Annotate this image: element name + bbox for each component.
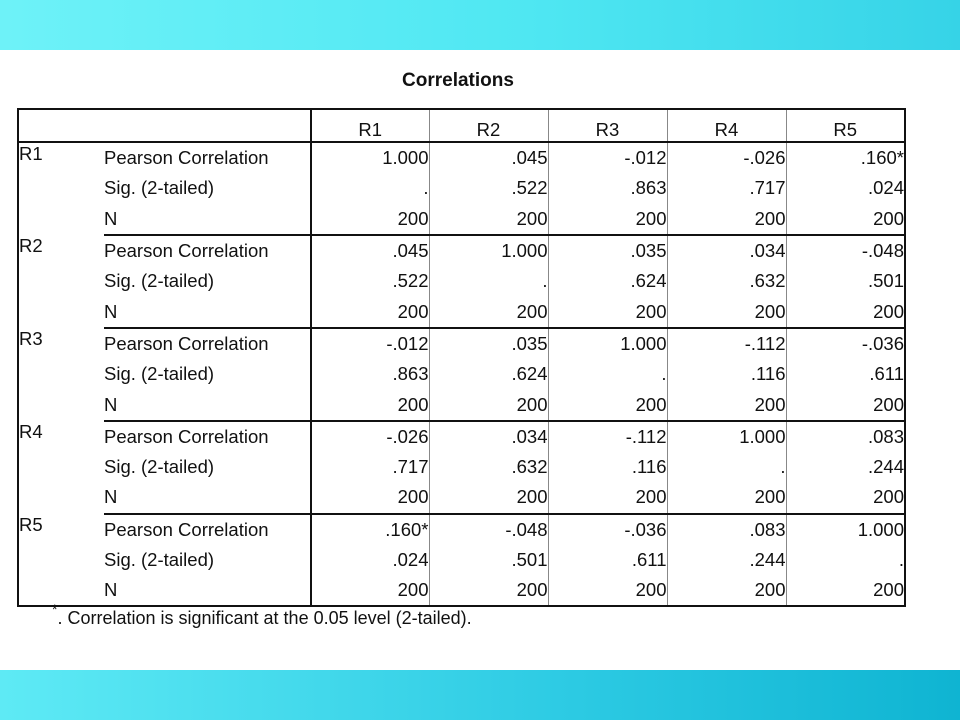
footnote <box>52 601 472 629</box>
table-cell: 200 <box>311 575 429 606</box>
statistic-label: Pearson Correlation <box>104 240 269 262</box>
table-cell: 200 <box>429 204 548 235</box>
table-cell: 200 <box>311 296 429 327</box>
table-cell: 200 <box>667 389 786 420</box>
column-header: R4 <box>667 109 786 142</box>
table-cell: .522 <box>429 173 548 203</box>
table-cell: 200 <box>429 389 548 420</box>
table-cell: 200 <box>311 482 429 513</box>
table-cell: 1.000 <box>548 328 667 359</box>
table-cell: .045 <box>311 235 429 266</box>
table-cell: 200 <box>667 482 786 513</box>
table-cell: 200 <box>311 204 429 235</box>
table-row <box>18 389 905 420</box>
table-cell: 200 <box>548 204 667 235</box>
table-cell: -.012 <box>548 142 667 173</box>
table-title: Correlations <box>402 70 514 91</box>
table-cell: .035 <box>429 328 548 359</box>
table-cell: 200 <box>667 204 786 235</box>
table-cell: .611 <box>786 359 905 389</box>
column-header: R1 <box>311 109 429 142</box>
table-cell: .717 <box>311 452 429 482</box>
table-cell: . <box>429 266 548 296</box>
table-cell: 200 <box>311 389 429 420</box>
table-body <box>18 142 905 606</box>
header-blank <box>18 109 104 142</box>
table-cell: -.026 <box>311 421 429 452</box>
table-cell: -.012 <box>311 328 429 359</box>
table-cell: .624 <box>548 266 667 296</box>
table-cell: 200 <box>548 296 667 327</box>
table-cell: .024 <box>311 545 429 575</box>
table-cell: 200 <box>786 204 905 235</box>
table-row <box>18 235 905 266</box>
table-cell: 1.000 <box>429 235 548 266</box>
table-cell: 200 <box>548 389 667 420</box>
table-cell: 200 <box>429 575 548 606</box>
table-cell: 200 <box>429 482 548 513</box>
row-variable-label: R1 <box>19 143 43 164</box>
table-cell: -.026 <box>667 142 786 173</box>
table-cell: .244 <box>667 545 786 575</box>
table-cell: .083 <box>667 514 786 545</box>
table-cell: 200 <box>429 296 548 327</box>
table-cell: .501 <box>786 266 905 296</box>
statistic-label: N <box>104 482 311 513</box>
table-row <box>18 482 905 513</box>
table-cell: 1.000 <box>311 142 429 173</box>
table-cell: .522 <box>311 266 429 296</box>
table-cell: .083 <box>786 421 905 452</box>
table-cell: .034 <box>429 421 548 452</box>
statistic-label: Sig. (2-tailed) <box>104 363 215 385</box>
table-cell: 200 <box>667 575 786 606</box>
table-row <box>18 142 905 173</box>
bottom-decorative-band <box>0 670 960 720</box>
row-variable-label: R4 <box>19 420 43 442</box>
table-row <box>18 514 905 545</box>
header-blank <box>104 109 311 142</box>
statistic-label: N <box>104 575 311 606</box>
table-cell: 200 <box>786 389 905 420</box>
table-cell: 200 <box>786 575 905 606</box>
table-cell: . <box>667 452 786 482</box>
row-variable-label: R3 <box>19 327 43 349</box>
table-cell: 200 <box>786 296 905 327</box>
table-cell: .624 <box>429 359 548 389</box>
header-row <box>18 109 905 142</box>
table-cell: 1.000 <box>786 514 905 545</box>
row-variable-label: R2 <box>19 234 43 256</box>
table-cell: .611 <box>548 545 667 575</box>
column-header: R2 <box>429 109 548 142</box>
table-row <box>18 204 905 235</box>
table-row <box>18 452 905 482</box>
table-cell: 200 <box>667 296 786 327</box>
table-cell: .024 <box>786 173 905 203</box>
table-cell: .116 <box>667 359 786 389</box>
statistic-label: Pearson Correlation <box>104 518 269 540</box>
statistic-label: Pearson Correlation <box>104 425 269 447</box>
table-cell: .863 <box>311 359 429 389</box>
table-row <box>18 296 905 327</box>
table-cell: .863 <box>548 173 667 203</box>
column-header: R3 <box>548 109 667 142</box>
table-cell: .160* <box>786 142 905 173</box>
table-cell: -.036 <box>548 514 667 545</box>
table-cell: .034 <box>667 235 786 266</box>
footnote-text: . Correlation is significant at the 0.05 level (2-tailed). <box>57 608 472 628</box>
table-row <box>18 266 905 296</box>
table-row <box>18 545 905 575</box>
table-row <box>18 359 905 389</box>
table-cell: .501 <box>429 545 548 575</box>
table-cell: 200 <box>786 482 905 513</box>
column-header: R5 <box>786 109 905 142</box>
table-cell: .717 <box>667 173 786 203</box>
statistic-label: Sig. (2-tailed) <box>104 456 215 478</box>
statistic-label: Pearson Correlation <box>104 147 269 169</box>
table-cell: -.036 <box>786 328 905 359</box>
footnote-marker: * <box>52 601 58 617</box>
table-cell: . <box>786 545 905 575</box>
table-row <box>18 173 905 203</box>
row-variable-label: R5 <box>19 513 43 535</box>
statistic-label: N <box>104 204 311 235</box>
statistic-label: Pearson Correlation <box>104 332 269 354</box>
table-cell: 200 <box>548 482 667 513</box>
table-row <box>18 421 905 452</box>
table-row <box>18 328 905 359</box>
table-cell: -.112 <box>667 328 786 359</box>
table-cell: .632 <box>429 452 548 482</box>
table-row <box>18 575 905 606</box>
table-cell: . <box>548 359 667 389</box>
table-cell: .045 <box>429 142 548 173</box>
correlations-table <box>17 108 906 607</box>
statistic-label: Sig. (2-tailed) <box>104 270 215 292</box>
table-cell: .244 <box>786 452 905 482</box>
table-cell: .160* <box>311 514 429 545</box>
table-cell: -.048 <box>429 514 548 545</box>
table-cell: -.112 <box>548 421 667 452</box>
statistic-label: N <box>104 389 311 420</box>
top-decorative-band <box>0 0 960 50</box>
table-cell: .116 <box>548 452 667 482</box>
statistic-label: Sig. (2-tailed) <box>104 549 215 570</box>
table-cell: -.048 <box>786 235 905 266</box>
table-cell: .632 <box>667 266 786 296</box>
table-cell: .035 <box>548 235 667 266</box>
table-cell: 1.000 <box>667 421 786 452</box>
table-cell: . <box>311 173 429 203</box>
statistic-label: N <box>104 296 311 327</box>
table-cell: 200 <box>548 575 667 606</box>
statistic-label: Sig. (2-tailed) <box>104 177 215 199</box>
